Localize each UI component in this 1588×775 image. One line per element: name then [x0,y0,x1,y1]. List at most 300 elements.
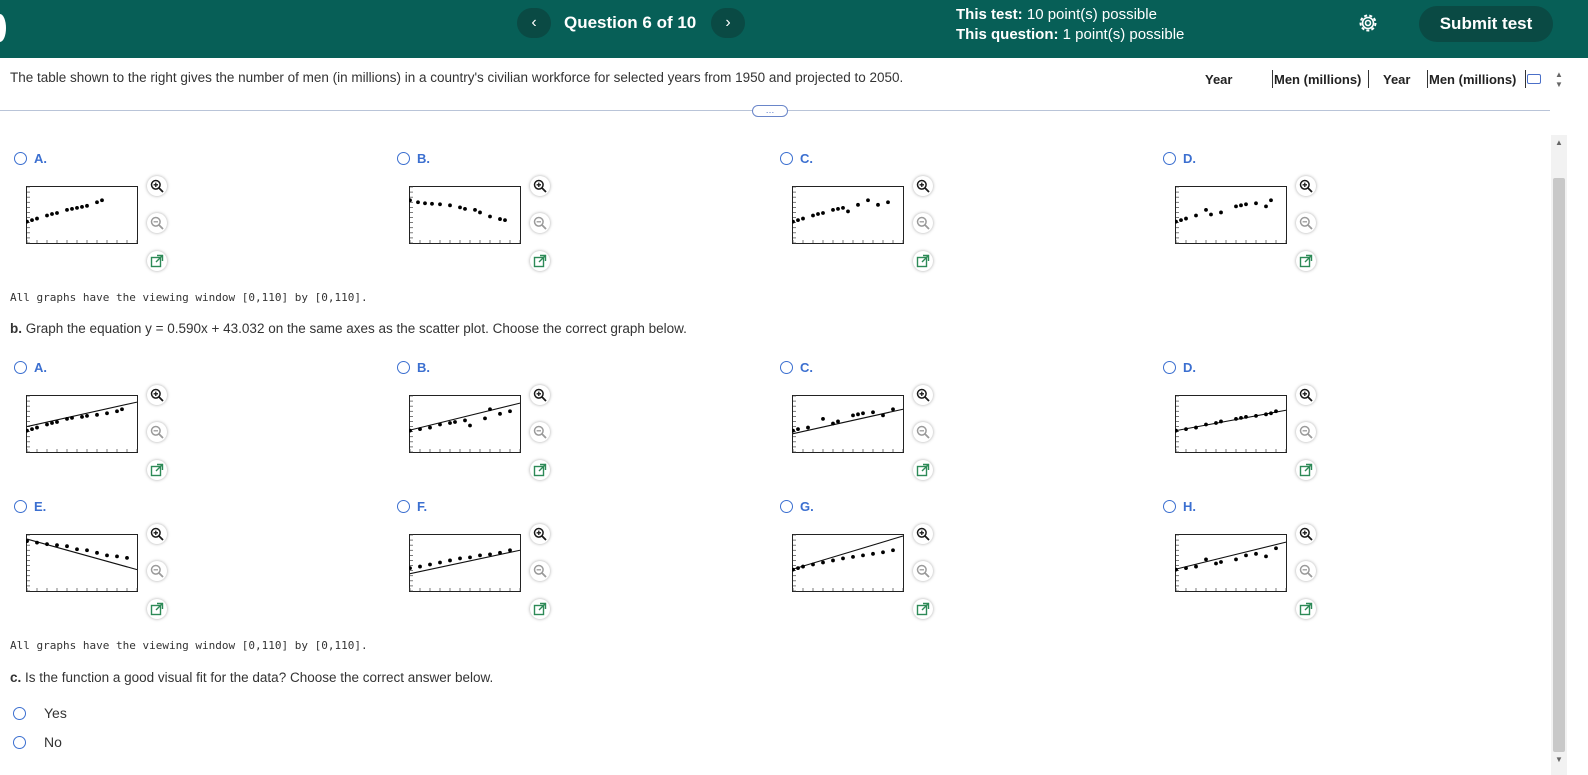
data-point [866,198,870,202]
question-points-label: This question: [956,26,1059,43]
data-point [821,417,825,421]
zoom-out-icon [533,425,547,439]
open-in-new-button[interactable] [1296,599,1316,619]
option-label[interactable]: F. [417,499,428,514]
data-point [1209,213,1213,217]
open-in-new-icon [1299,254,1313,268]
zoom-in-button[interactable] [1296,524,1316,544]
data-point [50,212,54,216]
answer-no-radio[interactable] [13,736,26,749]
graph-frame [1176,187,1287,244]
data-point [418,565,422,569]
zoom-in-button[interactable] [913,524,933,544]
data-point [478,211,482,215]
zoom-out-button[interactable] [147,561,167,581]
data-point [125,556,129,560]
data-point [1234,204,1238,208]
data-point [120,407,124,411]
data-point [811,563,815,567]
top-bar [0,0,1588,58]
data-point [65,544,69,548]
top-scroll-down-icon[interactable]: ▼ [1555,80,1563,89]
option-radio[interactable] [1163,500,1176,513]
data-point [1239,203,1243,207]
data-point [1214,421,1218,425]
option-label[interactable]: G. [800,499,814,514]
question-points-value: 1 point(s) possible [1062,26,1185,43]
data-point [1234,417,1238,421]
data-point [1274,546,1278,550]
zoom-out-button[interactable] [530,561,550,581]
data-point [881,413,885,417]
points-info [956,5,1184,45]
zoom-out-button[interactable] [913,561,933,581]
scroll-down-icon[interactable]: ▼ [1555,755,1563,764]
open-in-new-button[interactable] [530,460,550,480]
table-divider [1525,70,1526,88]
data-point [1254,201,1258,205]
data-point [1219,420,1223,424]
zoom-in-button[interactable] [147,524,167,544]
option-radio[interactable] [780,152,793,165]
data-point [115,409,119,413]
data-point [105,411,109,415]
zoom-in-button[interactable] [147,385,167,405]
zoom-in-button[interactable] [1296,385,1316,405]
zoom-in-button[interactable] [530,176,550,196]
zoom-out-icon [1299,564,1313,578]
data-point [30,218,34,222]
data-point [841,206,845,210]
zoom-in-icon [916,388,930,402]
zoom-in-icon [916,179,930,193]
data-point [796,427,800,431]
option-b-1[interactable] [397,361,767,496]
question-counter: Question 6 of 10 [564,13,697,32]
zoom-in-icon [533,179,547,193]
scatter-plot-graph [1175,186,1287,244]
data-point [1184,427,1188,431]
zoom-in-icon [150,527,164,541]
data-point [35,541,39,545]
zoom-in-icon [916,527,930,541]
part-b-question [10,321,687,336]
data-point [80,205,84,209]
data-point [1219,211,1223,215]
part-c-prefix: c. [10,670,22,685]
data-point [30,427,34,431]
data-point [1244,202,1248,206]
data-point [1264,412,1268,416]
data-point [458,557,462,561]
copy-table-icon[interactable] [1527,74,1541,84]
zoom-in-button[interactable] [913,176,933,196]
pane-resize-handle[interactable]: … [752,105,788,117]
chevron-right-icon: › [725,14,731,31]
data-point [488,407,492,411]
data-point [468,556,472,560]
scatter-plot-graph [792,534,904,592]
option-label[interactable]: B. [417,151,430,166]
option-label[interactable]: H. [1183,499,1196,514]
open-in-new-icon [150,254,164,268]
answer-no-label[interactable]: No [44,734,62,750]
data-point [438,423,442,427]
data-point [438,561,442,565]
data-point [836,420,840,424]
data-point [876,203,880,207]
data-point [1194,426,1198,430]
data-point [1234,558,1238,562]
data-point [891,407,895,411]
data-point [816,212,820,216]
scatter-plot-graph [26,395,138,453]
zoom-out-button[interactable] [1296,561,1316,581]
data-point [1204,423,1208,427]
option-radio[interactable] [14,361,27,374]
graph-frame [410,187,521,244]
data-point [85,548,89,552]
zoom-out-button[interactable] [913,213,933,233]
data-point [508,548,512,552]
data-point [886,200,890,204]
data-point [1239,416,1243,420]
settings-button[interactable] [1356,11,1380,35]
option-a-1[interactable] [397,152,767,287]
data-point [871,410,875,414]
zoom-out-icon [150,564,164,578]
graph-frame [793,396,904,453]
data-point [45,214,49,218]
previous-question-button[interactable] [517,8,551,38]
open-in-new-button[interactable] [1296,251,1316,271]
scatter-plot-graph [409,534,521,592]
data-point [508,409,512,413]
open-in-new-icon [533,602,547,616]
scrollbar-thumb[interactable] [1553,178,1565,752]
option-label[interactable]: A. [34,151,47,166]
open-in-new-icon [916,463,930,477]
intro-text: The table shown to the right gives the number of men (in millions) in a country's civilian workforce for selected years from 1950 and projected to 2050. [10,70,904,85]
data-point [806,426,810,430]
data-point [45,542,49,546]
data-point [881,550,885,554]
data-point [1179,218,1183,222]
option-radio[interactable] [397,500,410,513]
option-radio[interactable] [780,361,793,374]
option-b-2[interactable] [780,361,1150,496]
data-point [448,421,452,425]
table-divider [1427,70,1428,88]
scatter-plot-graph [409,395,521,453]
zoom-out-icon [1299,216,1313,230]
option-b-7[interactable] [1163,500,1533,635]
zoom-in-button[interactable] [147,176,167,196]
data-point [801,565,805,569]
zoom-out-icon [916,564,930,578]
data-point [100,198,104,202]
option-b-4[interactable] [14,500,384,635]
data-point [796,218,800,222]
data-point [1184,217,1188,221]
data-point [70,416,74,420]
option-label[interactable]: A. [34,360,47,375]
data-point [851,413,855,417]
scatter-plot-graph [1175,395,1287,453]
table-header-year-2: Year [1383,72,1411,87]
open-in-new-icon [150,463,164,477]
zoom-in-icon [1299,388,1313,402]
data-point [811,214,815,218]
table-header-men-2: Men (millions) [1429,72,1517,87]
option-a-2[interactable] [780,152,1150,287]
open-in-new-button[interactable] [530,251,550,271]
zoom-out-icon [150,216,164,230]
data-point [35,426,39,430]
option-label[interactable]: D. [1183,151,1196,166]
data-point [856,203,860,207]
data-point [488,552,492,556]
data-point [1204,208,1208,212]
data-point [1219,560,1223,564]
part-c-question [10,670,493,685]
data-point [428,563,432,567]
data-point [1254,552,1258,556]
zoom-in-icon [1299,179,1313,193]
test-points-label: This test: [956,6,1023,23]
zoom-out-icon [533,216,547,230]
zoom-out-button[interactable] [1296,213,1316,233]
data-point [1244,415,1248,419]
part-b-prefix: b. [10,321,22,336]
data-point [1274,409,1278,413]
window-note-a: All graphs have the viewing window [0,110] by [0,110]. [10,291,368,304]
data-point [448,203,452,207]
zoom-out-icon [1299,425,1313,439]
open-in-new-button[interactable] [1296,460,1316,480]
zoom-out-button[interactable] [147,213,167,233]
data-point [1244,553,1248,557]
open-in-new-button[interactable] [913,251,933,271]
graph-frame [410,396,521,453]
gear-icon [1356,11,1380,35]
option-a-0[interactable] [14,152,384,287]
zoom-out-button[interactable] [913,422,933,442]
test-points-value: 10 point(s) possible [1026,6,1157,23]
data-point [55,543,59,547]
data-point [418,427,422,431]
zoom-out-button[interactable] [1296,422,1316,442]
data-point [55,420,59,424]
table-divider [1368,70,1369,88]
option-label[interactable]: C. [800,151,813,166]
data-point [851,555,855,559]
zoom-in-button[interactable] [530,385,550,405]
graph-frame [1176,396,1287,453]
data-point [416,200,420,204]
option-b-6[interactable] [780,500,1150,635]
open-in-new-button[interactable] [147,460,167,480]
data-point [463,419,467,423]
open-in-new-icon [1299,463,1313,477]
data-point [115,554,119,558]
open-in-new-icon [150,602,164,616]
data-point [836,207,840,211]
option-radio[interactable] [14,500,27,513]
part-c-text: Is the function a good visual fit for the data? Choose the correct answer below. [25,670,494,685]
data-point [498,412,502,416]
top-scroll-up-icon[interactable]: ▲ [1555,70,1563,79]
zoom-in-icon [533,388,547,402]
data-point [75,206,79,210]
answer-yes-label[interactable]: Yes [44,705,67,721]
data-point [95,551,99,555]
data-point [1184,566,1188,570]
data-point [85,204,89,208]
option-radio[interactable] [397,152,410,165]
zoom-in-icon [150,388,164,402]
scroll-up-icon[interactable]: ▲ [1555,138,1563,147]
data-point [498,217,502,221]
zoom-in-icon [150,179,164,193]
graph-frame [1176,535,1287,592]
next-question-button[interactable] [711,8,745,38]
data-point [1194,565,1198,569]
edge-mark [0,14,6,42]
data-point [70,207,74,211]
data-point [483,417,487,421]
zoom-in-button[interactable] [1296,176,1316,196]
zoom-out-button[interactable] [147,422,167,442]
option-radio[interactable] [1163,361,1176,374]
window-note-b: All graphs have the viewing window [0,110] by [0,110]. [10,639,368,652]
graph-frame [793,535,904,592]
data-point [473,208,477,212]
open-in-new-icon [916,254,930,268]
option-b-3[interactable] [1163,361,1533,496]
data-point [65,417,69,421]
data-point [463,207,467,211]
graph-frame [27,396,138,453]
data-point [55,211,59,215]
scatter-plot-graph [1175,534,1287,592]
data-point [1214,562,1218,566]
data-point [448,559,452,563]
data-point [831,208,835,212]
scatter-plot-graph [26,186,138,244]
table-header-year: Year [1205,72,1233,87]
answer-yes-radio[interactable] [13,707,26,720]
data-point [488,215,492,219]
graph-frame [410,535,521,592]
data-point [95,200,99,204]
data-point [1254,414,1258,418]
option-b-0[interactable] [14,361,384,496]
option-radio[interactable] [1163,152,1176,165]
zoom-out-button[interactable] [530,422,550,442]
data-point [438,202,442,206]
data-point [430,202,434,206]
zoom-out-icon [916,425,930,439]
data-point [423,201,427,205]
data-point [856,412,860,416]
scatter-plot-graph [792,186,904,244]
option-label[interactable]: B. [417,360,430,375]
option-label[interactable]: C. [800,360,813,375]
data-point [453,420,457,424]
scatter-plot-graph [26,534,138,592]
data-point [861,553,865,557]
option-label[interactable]: E. [34,499,47,514]
open-in-new-button[interactable] [530,599,550,619]
zoom-out-icon [150,425,164,439]
data-point [75,547,79,551]
open-in-new-icon [916,602,930,616]
data-point [498,551,502,555]
data-point [871,552,875,556]
part-b-text: Graph the equation y = 0.590x + 43.032 on the same axes as the scatter plot. Choose the correct graph below. [25,321,687,336]
option-radio[interactable] [397,361,410,374]
data-point [428,426,432,430]
open-in-new-button[interactable] [147,599,167,619]
data-point [45,423,49,427]
option-radio[interactable] [14,152,27,165]
zoom-out-button[interactable] [530,213,550,233]
data-point [861,411,865,415]
data-point [801,217,805,221]
data-point [50,421,54,425]
data-point [85,414,89,418]
data-point [1264,204,1268,208]
chevron-left-icon: ‹ [531,14,537,31]
scatter-plot-graph [792,395,904,453]
data-point [796,566,800,570]
data-point [831,422,835,426]
data-point [1194,214,1198,218]
data-point [458,205,462,209]
data-point [821,561,825,565]
open-in-new-icon [533,254,547,268]
option-radio[interactable] [780,500,793,513]
table-divider [1272,70,1273,88]
option-label[interactable]: D. [1183,360,1196,375]
zoom-out-icon [916,216,930,230]
data-point [95,413,99,417]
open-in-new-icon [533,463,547,477]
data-point [1264,554,1268,558]
data-point [478,553,482,557]
option-b-5[interactable] [397,500,767,635]
data-point [65,208,69,212]
submit-test-button[interactable]: Submit test [1419,6,1553,42]
data-point [1204,558,1208,562]
open-in-new-button[interactable] [913,460,933,480]
zoom-in-icon [1299,527,1313,541]
zoom-out-icon [533,564,547,578]
open-in-new-button[interactable] [147,251,167,271]
open-in-new-button[interactable] [913,599,933,619]
zoom-in-button[interactable] [530,524,550,544]
graph-frame [793,187,904,244]
data-point [821,211,825,215]
zoom-in-button[interactable] [913,385,933,405]
data-point [846,210,850,214]
option-a-3[interactable] [1163,152,1533,287]
graph-frame [27,187,138,244]
data-point [1269,411,1273,415]
data-point [1269,198,1273,202]
data-point [891,548,895,552]
